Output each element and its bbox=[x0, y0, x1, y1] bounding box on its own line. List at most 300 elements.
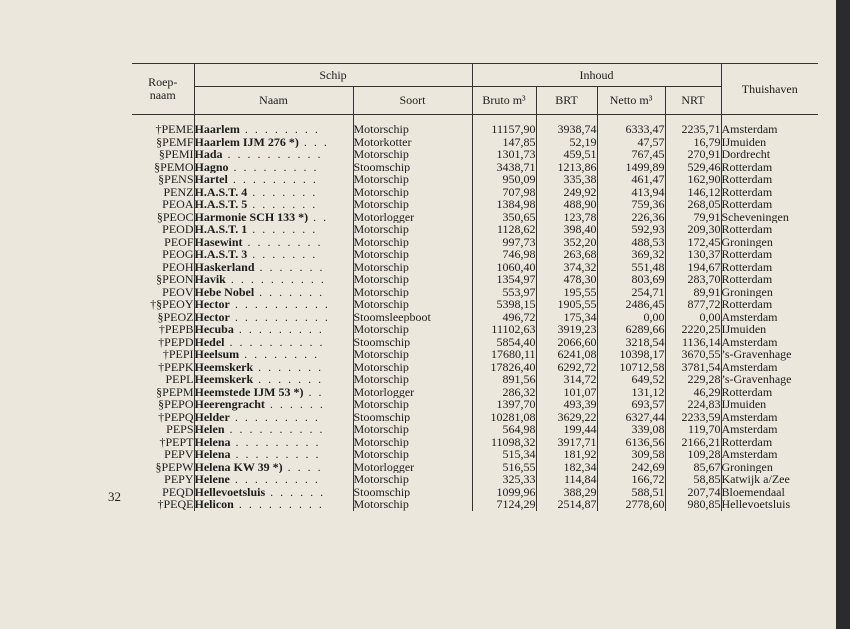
ship-name: Hellevoetsluis bbox=[194, 485, 266, 498]
bruto-m3-cell: 5398,15 bbox=[472, 298, 536, 311]
brt-cell: 249,92 bbox=[536, 186, 597, 199]
ship-name-cell bbox=[194, 236, 353, 249]
ship-name-cell bbox=[194, 473, 353, 486]
thuishaven-cell: Rotterdam bbox=[721, 186, 818, 199]
nrt-cell: 194,67 bbox=[665, 261, 721, 274]
nrt-cell: 119,70 bbox=[665, 423, 721, 436]
ship-type-cell: Motorschip bbox=[353, 298, 472, 311]
header-thuishaven: Thuishaven bbox=[721, 64, 818, 115]
table-row bbox=[132, 323, 818, 336]
ship-type-cell: Motorschip bbox=[353, 198, 472, 211]
netto-m3-cell: 413,94 bbox=[597, 186, 665, 199]
ship-type-cell: Stoomschip bbox=[353, 336, 472, 349]
bruto-m3-cell: 1060,40 bbox=[472, 261, 536, 274]
table-row bbox=[132, 486, 818, 499]
ship-name: Heemstede IJM 53 *) bbox=[194, 385, 304, 398]
ship-type-cell: Motorkotter bbox=[353, 136, 472, 149]
roepnaam-cell: §PEPM bbox=[156, 385, 194, 398]
thuishaven-cell: Rotterdam bbox=[721, 273, 818, 286]
brt-cell: 1905,55 bbox=[536, 298, 597, 311]
brt-cell: 3629,22 bbox=[536, 411, 597, 424]
ship-name: Haskerland bbox=[194, 260, 255, 273]
table-row bbox=[132, 423, 818, 436]
leader-dots: . . . . . . . bbox=[247, 223, 318, 236]
ship-name: Haarlem bbox=[194, 122, 240, 136]
header-brt: BRT bbox=[536, 87, 597, 115]
leader-dots: . . bbox=[308, 210, 329, 223]
ship-name: Hagno bbox=[194, 160, 229, 173]
ship-type-cell: Motorschip bbox=[353, 115, 472, 136]
header-roepnaam: Roep- naam bbox=[132, 64, 194, 115]
leader-dots: . . . . . . . . . bbox=[227, 173, 318, 186]
leader-dots: . . . . . . . . . . bbox=[224, 335, 325, 348]
bruto-m3-cell: 891,56 bbox=[472, 373, 536, 386]
roepnaam-cell: §PEOC bbox=[156, 210, 194, 223]
leader-dots: . . . . . . . . bbox=[242, 235, 323, 248]
ship-name: Heemskerk bbox=[194, 360, 254, 373]
nrt-cell: 268,05 bbox=[665, 198, 721, 211]
leader-dots: . . . . . . . . . bbox=[229, 473, 320, 486]
ship-rows bbox=[132, 115, 818, 511]
table-row bbox=[132, 298, 818, 311]
brt-cell: 52,19 bbox=[536, 136, 597, 149]
roepnaam-cell: PEOF bbox=[164, 235, 194, 248]
header-soort: Soort bbox=[353, 87, 472, 115]
bruto-m3-cell: 11157,90 bbox=[472, 115, 536, 136]
ship-name-cell bbox=[194, 273, 353, 286]
brt-cell: 2066,60 bbox=[536, 336, 597, 349]
thuishaven-cell: Groningen bbox=[721, 461, 818, 474]
nrt-cell: 0,00 bbox=[665, 311, 721, 324]
netto-m3-cell: 592,93 bbox=[597, 223, 665, 236]
bruto-m3-cell: 516,55 bbox=[472, 461, 536, 474]
thuishaven-cell: IJmuiden bbox=[721, 398, 818, 411]
netto-m3-cell: 10712,58 bbox=[597, 361, 665, 374]
brt-cell: 182,34 bbox=[536, 461, 597, 474]
nrt-cell: 172,45 bbox=[665, 236, 721, 249]
netto-m3-cell: 166,72 bbox=[597, 473, 665, 486]
ship-name-cell bbox=[194, 148, 353, 161]
table-row bbox=[132, 186, 818, 199]
netto-m3-cell: 6136,56 bbox=[597, 436, 665, 449]
thuishaven-cell: Hellevoetsluis bbox=[721, 498, 818, 511]
leader-dots: . . bbox=[303, 385, 324, 398]
leader-dots: . . . . . . . . . bbox=[233, 498, 324, 511]
ship-name-cell bbox=[194, 115, 353, 136]
ship-name: H.A.S.T. 4 bbox=[194, 185, 248, 198]
ship-type-cell: Stoomschip bbox=[353, 486, 472, 499]
table-row bbox=[132, 173, 818, 186]
nrt-cell: 1136,14 bbox=[665, 336, 721, 349]
ship-type-cell: Stoomsleepboot bbox=[353, 311, 472, 324]
ship-name: Heemskerk bbox=[194, 373, 254, 386]
ship-name-cell bbox=[194, 211, 353, 224]
nrt-cell: 2166,21 bbox=[665, 436, 721, 449]
table-row bbox=[132, 261, 818, 274]
roepnaam-cell: §PEPO bbox=[158, 398, 194, 411]
netto-m3-cell: 2778,60 bbox=[597, 498, 665, 511]
leader-dots: . . . . . . . . bbox=[239, 122, 320, 136]
leader-dots: . . . . . . . . . bbox=[228, 160, 319, 173]
brt-cell: 374,32 bbox=[536, 261, 597, 274]
ship-name: Helder bbox=[194, 410, 230, 423]
netto-m3-cell: 226,36 bbox=[597, 211, 665, 224]
ship-name-cell bbox=[194, 361, 353, 374]
leader-dots: . . . . . . . . . bbox=[229, 410, 320, 423]
ship-name: Hector bbox=[194, 310, 230, 323]
netto-m3-cell: 47,57 bbox=[597, 136, 665, 149]
table-row bbox=[132, 211, 818, 224]
book-spine bbox=[836, 0, 850, 629]
ship-name-cell bbox=[194, 373, 353, 386]
ship-name: Haarlem IJM 276 *) bbox=[194, 135, 299, 148]
nrt-cell: 270,91 bbox=[665, 148, 721, 161]
ship-register-table bbox=[132, 63, 818, 511]
ship-name: Heelsum bbox=[194, 348, 240, 361]
table-row bbox=[132, 248, 818, 261]
bruto-m3-cell: 1384,98 bbox=[472, 198, 536, 211]
thuishaven-cell: Rotterdam bbox=[721, 436, 818, 449]
thuishaven-cell: Rotterdam bbox=[721, 386, 818, 399]
bruto-m3-cell: 564,98 bbox=[472, 423, 536, 436]
ship-type-cell: Motorschip bbox=[353, 498, 472, 511]
leader-dots: . . . . . . . bbox=[254, 285, 325, 298]
nrt-cell: 207,74 bbox=[665, 486, 721, 499]
ship-name: Hebe Nobel bbox=[194, 285, 255, 298]
ship-type-cell: Motorschip bbox=[353, 273, 472, 286]
ship-type-cell: Motorschip bbox=[353, 148, 472, 161]
netto-m3-cell: 803,69 bbox=[597, 273, 665, 286]
table-row bbox=[132, 136, 818, 149]
netto-m3-cell: 254,71 bbox=[597, 286, 665, 299]
leader-dots: . . . . . . . . . . bbox=[222, 148, 323, 161]
nrt-cell: 980,85 bbox=[665, 498, 721, 511]
brt-cell: 114,84 bbox=[536, 473, 597, 486]
nrt-cell: 109,28 bbox=[665, 448, 721, 461]
thuishaven-cell: Amsterdam bbox=[721, 448, 818, 461]
ship-name-cell bbox=[194, 261, 353, 274]
nrt-cell: 2220,25 bbox=[665, 323, 721, 336]
bruto-m3-cell: 1128,62 bbox=[472, 223, 536, 236]
roepnaam-cell: †§PEOY bbox=[150, 298, 194, 311]
ship-name: Helena bbox=[194, 448, 231, 461]
bruto-m3-cell: 3438,71 bbox=[472, 161, 536, 174]
nrt-cell: 224,83 bbox=[665, 398, 721, 411]
ship-type-cell: Motorschip bbox=[353, 423, 472, 436]
table-row bbox=[132, 348, 818, 361]
thuishaven-cell: Amsterdam bbox=[721, 361, 818, 374]
nrt-cell: 162,90 bbox=[665, 173, 721, 186]
bruto-m3-cell: 7124,29 bbox=[472, 498, 536, 511]
ship-type-cell: Motorlogger bbox=[353, 211, 472, 224]
netto-m3-cell: 339,08 bbox=[597, 423, 665, 436]
roepnaam-cell: §PEOZ bbox=[157, 310, 194, 323]
leader-dots: . . . . . . bbox=[264, 398, 325, 411]
roepnaam-cell: PEOV bbox=[162, 285, 194, 298]
leader-dots: . . . . . . . bbox=[253, 373, 324, 386]
thuishaven-cell: Dordrecht bbox=[721, 148, 818, 161]
nrt-cell: 283,70 bbox=[665, 273, 721, 286]
brt-cell: 3917,71 bbox=[536, 436, 597, 449]
ship-name-cell bbox=[194, 323, 353, 336]
ship-name-cell bbox=[194, 423, 353, 436]
brt-cell: 388,29 bbox=[536, 486, 597, 499]
ship-type-cell: Motorschip bbox=[353, 398, 472, 411]
ship-name-cell bbox=[194, 311, 353, 324]
netto-m3-cell: 0,00 bbox=[597, 311, 665, 324]
ship-type-cell: Motorlogger bbox=[353, 386, 472, 399]
roepnaam-cell: †PEQE bbox=[157, 498, 194, 511]
header-inhoud: Inhoud bbox=[472, 64, 721, 87]
ship-name-cell bbox=[194, 486, 353, 499]
table-row bbox=[132, 386, 818, 399]
roepnaam-cell: PEPL bbox=[165, 373, 194, 386]
page-number: 32 bbox=[108, 489, 121, 504]
bruto-m3-cell: 1354,97 bbox=[472, 273, 536, 286]
thuishaven-cell: Rotterdam bbox=[721, 298, 818, 311]
bruto-m3-cell: 11102,63 bbox=[472, 323, 536, 336]
ship-name: Hasewint bbox=[194, 235, 243, 248]
nrt-cell: 46,29 bbox=[665, 386, 721, 399]
brt-cell: 459,51 bbox=[536, 148, 597, 161]
roepnaam-cell: †PEPI bbox=[162, 348, 194, 361]
ship-name: Hartel bbox=[194, 173, 228, 186]
netto-m3-cell: 693,57 bbox=[597, 398, 665, 411]
roepnaam-cell: PENZ bbox=[163, 185, 194, 198]
ship-name-cell bbox=[194, 436, 353, 449]
header-naam: Naam bbox=[194, 87, 353, 115]
brt-cell: 478,30 bbox=[536, 273, 597, 286]
roepnaam-cell: §PEON bbox=[156, 273, 194, 286]
ship-name: H.A.S.T. 5 bbox=[194, 198, 248, 211]
nrt-cell: 209,30 bbox=[665, 223, 721, 236]
ship-type-cell: Stoomschip bbox=[353, 411, 472, 424]
leader-dots: . . . . . . . bbox=[247, 185, 318, 198]
ship-name-cell bbox=[194, 461, 353, 474]
bruto-m3-cell: 350,65 bbox=[472, 211, 536, 224]
bruto-m3-cell: 17680,11 bbox=[472, 348, 536, 361]
brt-cell: 493,39 bbox=[536, 398, 597, 411]
table-row bbox=[132, 448, 818, 461]
table-row bbox=[132, 161, 818, 174]
brt-cell: 123,78 bbox=[536, 211, 597, 224]
bruto-m3-cell: 1301,73 bbox=[472, 148, 536, 161]
leader-dots: . . . . . . . . . . bbox=[224, 423, 325, 436]
roepnaam-cell: PEOG bbox=[162, 248, 194, 261]
thuishaven-cell: IJmuiden bbox=[721, 136, 818, 149]
netto-m3-cell: 1499,89 bbox=[597, 161, 665, 174]
table-row bbox=[132, 473, 818, 486]
thuishaven-cell: Katwijk a/Zee bbox=[721, 473, 818, 486]
nrt-cell: 85,67 bbox=[665, 461, 721, 474]
ship-name-cell bbox=[194, 286, 353, 299]
bruto-m3-cell: 147,85 bbox=[472, 136, 536, 149]
netto-m3-cell: 6333,47 bbox=[597, 115, 665, 136]
nrt-cell: 2235,71 bbox=[665, 115, 721, 136]
nrt-cell: 2233,59 bbox=[665, 411, 721, 424]
netto-m3-cell: 551,48 bbox=[597, 261, 665, 274]
nrt-cell: 79,91 bbox=[665, 211, 721, 224]
bruto-m3-cell: 746,98 bbox=[472, 248, 536, 261]
thuishaven-cell: Rotterdam bbox=[721, 248, 818, 261]
netto-m3-cell: 461,47 bbox=[597, 173, 665, 186]
header-nrt: NRT bbox=[665, 87, 721, 115]
brt-cell: 398,40 bbox=[536, 223, 597, 236]
thuishaven-cell: Scheveningen bbox=[721, 211, 818, 224]
ship-name: Heerengracht bbox=[194, 398, 265, 411]
bruto-m3-cell: 286,32 bbox=[472, 386, 536, 399]
ship-name-cell bbox=[194, 498, 353, 511]
roepnaam-cell: §PENS bbox=[158, 173, 194, 186]
header-bruto: Bruto m³ bbox=[472, 87, 536, 115]
thuishaven-cell: Amsterdam bbox=[721, 411, 818, 424]
ship-name: Havik bbox=[194, 273, 226, 286]
ship-name: Helicon bbox=[194, 498, 234, 511]
roepnaam-cell: PEPV bbox=[164, 448, 194, 461]
bruto-m3-cell: 496,72 bbox=[472, 311, 536, 324]
table-row bbox=[132, 223, 818, 236]
ship-type-cell: Stoomschip bbox=[353, 161, 472, 174]
ship-name: Helena KW 39 *) bbox=[194, 460, 283, 473]
thuishaven-cell: Groningen bbox=[721, 286, 818, 299]
leader-dots: . . . . . . . . . bbox=[233, 323, 324, 336]
netto-m3-cell: 767,45 bbox=[597, 148, 665, 161]
nrt-cell: 529,46 bbox=[665, 161, 721, 174]
table-row bbox=[132, 411, 818, 424]
brt-cell: 335,38 bbox=[536, 173, 597, 186]
ship-type-cell: Motorschip bbox=[353, 261, 472, 274]
netto-m3-cell: 588,51 bbox=[597, 486, 665, 499]
leader-dots: . . . . . . . bbox=[247, 248, 318, 261]
table-row bbox=[132, 115, 818, 136]
thuishaven-cell: IJmuiden bbox=[721, 323, 818, 336]
roepnaam-cell: §PEMI bbox=[158, 148, 194, 161]
ship-name-cell bbox=[194, 161, 353, 174]
thuishaven-cell: Amsterdam bbox=[721, 423, 818, 436]
brt-cell: 6292,72 bbox=[536, 361, 597, 374]
thuishaven-cell: Rotterdam bbox=[721, 223, 818, 236]
ship-name-cell bbox=[194, 398, 353, 411]
bruto-m3-cell: 10281,08 bbox=[472, 411, 536, 424]
table-row bbox=[132, 498, 818, 511]
netto-m3-cell: 3218,54 bbox=[597, 336, 665, 349]
leader-dots: . . . . . . . bbox=[254, 260, 325, 273]
brt-cell: 175,34 bbox=[536, 311, 597, 324]
leader-dots: . . . . . . . . . . bbox=[225, 273, 326, 286]
roepnaam-cell: †PEPK bbox=[158, 360, 194, 373]
netto-m3-cell: 488,53 bbox=[597, 236, 665, 249]
nrt-cell: 877,72 bbox=[665, 298, 721, 311]
table-row bbox=[132, 311, 818, 324]
brt-cell: 352,20 bbox=[536, 236, 597, 249]
thuishaven-cell: Rotterdam bbox=[721, 261, 818, 274]
leader-dots: . . . . . . . . . bbox=[230, 435, 321, 448]
netto-m3-cell: 131,12 bbox=[597, 386, 665, 399]
thuishaven-cell: Amsterdam bbox=[721, 115, 818, 136]
ship-type-cell: Motorschip bbox=[353, 473, 472, 486]
brt-cell: 1213,86 bbox=[536, 161, 597, 174]
ship-type-cell: Motorschip bbox=[353, 223, 472, 236]
bruto-m3-cell: 1397,70 bbox=[472, 398, 536, 411]
ship-type-cell: Motorschip bbox=[353, 361, 472, 374]
netto-m3-cell: 309,58 bbox=[597, 448, 665, 461]
ship-type-cell: Motorschip bbox=[353, 448, 472, 461]
brt-cell: 3919,23 bbox=[536, 323, 597, 336]
ship-name: Helen bbox=[194, 423, 225, 436]
roepnaam-cell: PEOA bbox=[162, 198, 194, 211]
ship-name: Helena bbox=[194, 435, 231, 448]
ship-type-cell: Motorschip bbox=[353, 348, 472, 361]
ship-type-cell: Motorlogger bbox=[353, 461, 472, 474]
ship-name-cell bbox=[194, 298, 353, 311]
brt-cell: 2514,87 bbox=[536, 498, 597, 511]
nrt-cell: 130,37 bbox=[665, 248, 721, 261]
netto-m3-cell: 6289,66 bbox=[597, 323, 665, 336]
roepnaam-cell: PEOH bbox=[162, 260, 194, 273]
ship-name-cell bbox=[194, 198, 353, 211]
nrt-cell: 58,85 bbox=[665, 473, 721, 486]
table-row bbox=[132, 198, 818, 211]
nrt-cell: 229,28 bbox=[665, 373, 721, 386]
brt-cell: 3938,74 bbox=[536, 115, 597, 136]
ship-name: Hector bbox=[194, 298, 230, 311]
ship-type-cell: Motorschip bbox=[353, 373, 472, 386]
roepnaam-cell: PEOD bbox=[162, 223, 194, 236]
netto-m3-cell: 759,36 bbox=[597, 198, 665, 211]
ship-name: H.A.S.T. 1 bbox=[194, 223, 248, 236]
thuishaven-cell: Bloemendaal bbox=[721, 486, 818, 499]
leader-dots: . . . . . . . . . . bbox=[229, 310, 330, 323]
brt-cell: 6241,08 bbox=[536, 348, 597, 361]
table-row bbox=[132, 461, 818, 474]
ship-type-cell: Motorschip bbox=[353, 236, 472, 249]
bruto-m3-cell: 707,98 bbox=[472, 186, 536, 199]
ship-type-cell: Motorschip bbox=[353, 436, 472, 449]
ship-type-cell: Motorschip bbox=[353, 286, 472, 299]
thuishaven-cell: Rotterdam bbox=[721, 161, 818, 174]
netto-m3-cell: 649,52 bbox=[597, 373, 665, 386]
roepnaam-cell: §PEMO bbox=[154, 160, 194, 173]
table-row bbox=[132, 273, 818, 286]
ship-name-cell bbox=[194, 448, 353, 461]
nrt-cell: 3781,54 bbox=[665, 361, 721, 374]
roepnaam-cell: §PEMF bbox=[156, 135, 194, 148]
leader-dots: . . . . . . . . bbox=[239, 348, 320, 361]
ship-name-cell bbox=[194, 223, 353, 236]
ship-type-cell: Motorschip bbox=[353, 248, 472, 261]
table-row bbox=[132, 361, 818, 374]
ship-name-cell bbox=[194, 386, 353, 399]
header-schip: Schip bbox=[194, 64, 472, 87]
ship-name-cell bbox=[194, 348, 353, 361]
nrt-cell: 16,79 bbox=[665, 136, 721, 149]
ship-name-cell bbox=[194, 186, 353, 199]
roepnaam-cell: §PEPW bbox=[155, 460, 194, 473]
thuishaven-cell: Rotterdam bbox=[721, 173, 818, 186]
bruto-m3-cell: 997,73 bbox=[472, 236, 536, 249]
ship-type-cell: Motorschip bbox=[353, 173, 472, 186]
ship-name-cell bbox=[194, 336, 353, 349]
netto-m3-cell: 2486,45 bbox=[597, 298, 665, 311]
netto-m3-cell: 6327,44 bbox=[597, 411, 665, 424]
thuishaven-cell: Rotterdam bbox=[721, 198, 818, 211]
leader-dots: . . . bbox=[298, 135, 329, 148]
thuishaven-cell: ’s-Gravenhage bbox=[721, 373, 818, 386]
thuishaven-cell: Amsterdam bbox=[721, 336, 818, 349]
table-row bbox=[132, 336, 818, 349]
ship-name-cell bbox=[194, 411, 353, 424]
leader-dots: . . . . . . . bbox=[253, 360, 324, 373]
